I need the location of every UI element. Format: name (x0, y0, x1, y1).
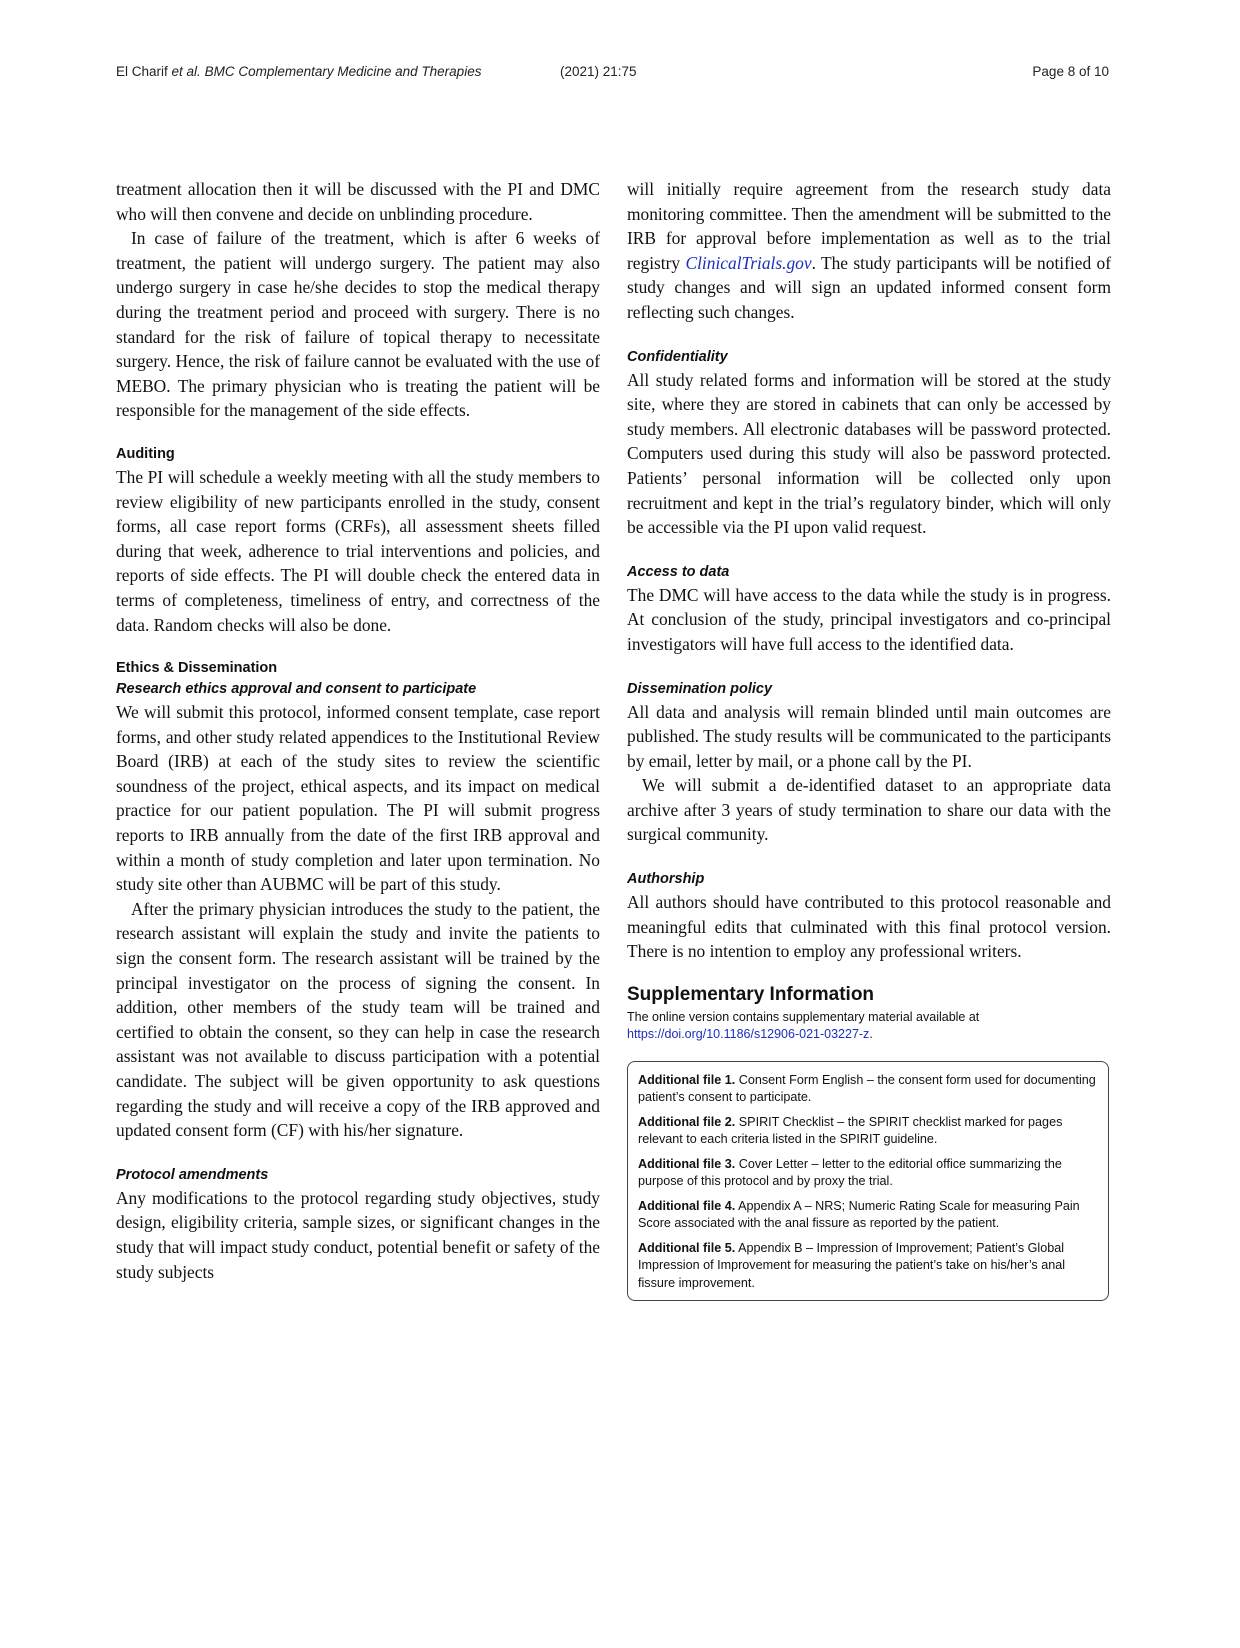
paragraph: We will submit this protocol, informed consent template, case report forms, and other study related appendices to the Institutional Review Board (IRB) at each of the study sites to review the scientific soundness of the project, ethical aspects, and its impact on medical practice for our patient population. The PI will submit progress reports to IRB annually from the date of the first IRB approval and within a month of study completion and later upon termination. No study site other than AUBMC will be part of this study. (116, 702, 600, 895)
supplementary-note (627, 1009, 1111, 1043)
paragraph: In case of failure of the treatment, which is after 6 weeks of treatment, the patient will undergo surgery. The patient may also undergo surgery in case he/she decides to stop the medical therapy during the treatment period and proceed with surgery. There is no standard for the risk of failure of topical therapy to necessitate surgery. Hence, the risk of failure cannot be evaluated with the use of MEBO. The primary physician who is treating the patient will be responsible for the management of the side effects. (116, 228, 600, 421)
text-run: . (869, 1026, 873, 1041)
header-year-volume: (2021) 21:75 (560, 64, 637, 79)
paragraph: The DMC will have access to the data while the study is in progress. At conclusion of the study, principal investigators and co-principal investigators will have full access to the identified data. (627, 584, 1111, 654)
left-column (116, 177, 600, 1284)
paragraph: All study related forms and information will be stored at the study site, where they are stored in cabinets that can only be accessed by study members. All electronic databases will be password protected. Computers used during this study will also be password protected. Patients’ personal information will be collected only upon recruitment and kept in the trial’s regulatory binder, which will only be accessible via the PI upon valid request. (627, 369, 1111, 538)
clinicaltrials-link[interactable]: ClinicalTrials.gov (685, 252, 812, 273)
text-run: . The study participants will be notified of study changes and will sign an updated informed consent form reflecting such changes. (627, 252, 1111, 322)
additional-file-item[interactable] (638, 1156, 1098, 1191)
subsection-heading-amendments: Protocol amendments (116, 1166, 269, 1183)
right-column (627, 177, 1111, 1301)
additional-files-box (627, 1061, 1109, 1302)
doi-link[interactable]: https://doi.org/10.1186/s12906-021-03227-z (627, 1026, 870, 1041)
header-journal: BMC Complementary Medicine and Therapies (204, 64, 482, 79)
supplementary-heading: Supplementary Information (627, 983, 875, 1005)
subsection-heading-ethics-approval: Research ethics approval and consent to participate (116, 681, 477, 698)
subsection-heading-confidentiality: Confidentiality (627, 348, 728, 365)
subsection-heading-authorship: Authorship (627, 871, 705, 888)
text-run: will initially require agreement from the research study data monitoring committee. Then the amendment will be submitted to the IRB for approval before implementation as well as to the trial registry (627, 179, 1111, 273)
additional-file-item[interactable] (638, 1114, 1098, 1149)
file-description: Consent Form English – the consent form used for documenting patient’s consent to participate. (638, 1072, 1096, 1105)
subsection-heading-dissemination: Dissemination policy (627, 680, 773, 697)
paragraph: treatment allocation then it will be discussed with the PI and DMC who will then convene and decide on unblinding procedure. (116, 179, 600, 224)
file-label: Additional file 1. (638, 1072, 736, 1087)
journal-citation (116, 64, 481, 79)
text-run: The online version contains supplementary material available at (627, 1009, 980, 1024)
page-number: Page 8 of 10 (1032, 64, 1109, 79)
subsection-heading-access: Access to data (627, 563, 730, 580)
paragraph: Any modifications to the protocol regarding study objectives, study design, eligibility criteria, sample sizes, or significant changes in the study that will impact study conduct, potential benefit or safety of the study subjects (116, 1187, 600, 1282)
additional-file-item[interactable] (638, 1072, 1098, 1107)
file-label: Additional file 4. (638, 1198, 736, 1213)
header-authors: El Charif (116, 64, 168, 79)
file-label: Additional file 5. (638, 1240, 736, 1255)
running-header (116, 64, 1109, 88)
file-label: Additional file 3. (638, 1156, 736, 1171)
paragraph: The PI will schedule a weekly meeting with all the study members to review eligibility of new participants enrolled in the study, consent forms, all case report forms (CRFs), all assessment sheets filled during that week, adherence to trial interventions and policies, and reports of side effects. The PI will double check the entered data in terms of completeness, timeliness of entry, and correctness of the data. Random checks will also be done. (116, 466, 600, 635)
header-etal: et al. (171, 64, 201, 79)
file-description: Appendix A – NRS; Numeric Rating Scale for measuring Pain Score associated with the anal fissure as reported by the patient. (638, 1198, 1080, 1231)
paragraph: After the primary physician introduces the study to the patient, the research assistant will explain the study and invite the patients to sign the consent form. The research assistant will be trained by the principal investigator on the process of signing the consent. In addition, other members of the study team will be trained and certified to obtain the consent, so they can help in case the research assistant was not available to discuss participation with a potential candidate. The subject will be given opportunity to ask questions regarding the study and will receive a copy of the IRB approved and updated consent form (CF) with his/her signature. (116, 898, 600, 1141)
section-heading-auditing: Auditing (116, 445, 175, 462)
additional-file-item[interactable] (638, 1198, 1098, 1233)
paragraph (627, 177, 1111, 325)
section-heading-ethics: Ethics & Dissemination (116, 660, 278, 677)
file-description: Appendix B – Impression of Improvement; Patient’s Global Impression of Improvement for measuring the patient’s take on his/her’s anal fissure improvement. (638, 1240, 1066, 1290)
additional-file-item[interactable] (638, 1240, 1098, 1293)
file-description: SPIRIT Checklist – the SPIRIT checklist marked for pages relevant to each criteria listed in the SPIRIT guideline. (638, 1114, 1063, 1147)
paragraph: All authors should have contributed to this protocol reasonable and meaningful edits that culminated with this final protocol version. There is no intention to employ any professional writers. (627, 892, 1111, 962)
paragraph: All data and analysis will remain blinded until main outcomes are published. The study results will be communicated to the participants by email, letter by mail, or a phone call by the PI. (627, 701, 1111, 771)
file-label: Additional file 2. (638, 1114, 736, 1129)
file-description: Cover Letter – letter to the editorial office summarizing the purpose of this protocol and by proxy the trial. (638, 1156, 1062, 1189)
paragraph: We will submit a de-identified dataset to an appropriate data archive after 3 years of study termination to share our data with the surgical community. (627, 775, 1111, 845)
